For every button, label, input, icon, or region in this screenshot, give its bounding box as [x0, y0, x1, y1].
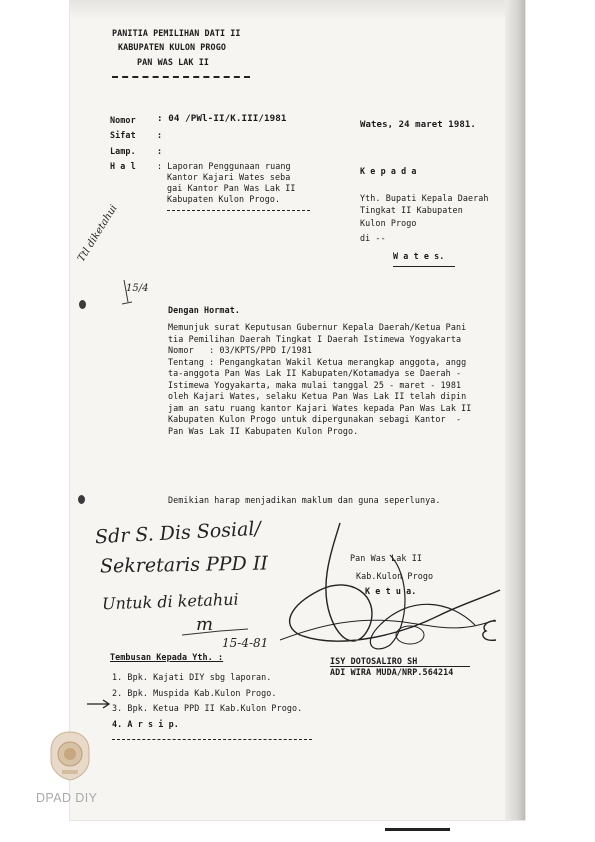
page-right-edge	[505, 0, 525, 820]
lamp-label: Lamp.	[110, 146, 136, 156]
recipient-kepada: K e p a d a	[360, 166, 417, 176]
letterhead-rule	[112, 76, 250, 78]
watermark-text: DPAD DIY	[36, 791, 98, 805]
signatory-title: ADI WIRA MUDA/NRP.564214	[330, 667, 454, 677]
body-line: Memunjuk surat Keputusan Gubernur Kepala Daerah/Ketua Pani	[168, 322, 467, 332]
disposition-line-1: Sdr S. Dis Sosial/	[94, 517, 262, 549]
body-line: ta-anggota Pan Was Lak II Kabupaten/Kotamadya se Daerah -	[168, 368, 462, 378]
disposition-date: 15-4-81	[222, 636, 269, 650]
lamp-value: :	[157, 146, 163, 156]
body-line: tia Pemilihan Daerah Tingkat I Daerah Istimewa Yogyakarta	[168, 333, 462, 344]
letterhead-line-2: KABUPATEN KULON PROGO	[118, 42, 226, 52]
body-line: Istimewa Yogyakarta, maka mulai tanggal 25 - maret - 1981	[168, 379, 462, 390]
margin-note: Ttl diketahui	[76, 203, 120, 264]
signature-line-2: Kab.Kulon Progo	[356, 571, 434, 581]
letterhead-line-1: PANITIA PEMILIHAN DATI II	[112, 28, 241, 38]
recipient-line-2: Tingkat II Kabupaten	[360, 205, 463, 215]
disposition-stroke	[180, 625, 250, 639]
salutation: Dengan Hormat.	[168, 305, 240, 315]
hal-rule	[167, 210, 310, 211]
body-line: Pan Was Lak II Kabupaten Kulon Progo.	[168, 425, 359, 436]
sifat-label: Sifat	[110, 130, 136, 140]
margin-note-mark: 15/4	[126, 283, 149, 294]
page-top-shadow	[70, 0, 525, 20]
closing-line: Demikian harap menjadikan maklum dan guna seperlunya.	[168, 495, 441, 505]
signature-flourish	[478, 618, 500, 644]
body-line: jam an satu ruang kantor Kajari Wates kepada Pan Was Lak II	[168, 402, 472, 413]
recipient-city: W a t e s.	[393, 251, 445, 261]
cc-item: 2. Bpk. Muspida Kab.Kulon Progo.	[112, 688, 277, 698]
signature-line-3: K e t u a.	[365, 586, 417, 596]
arrow-right-icon	[86, 699, 112, 709]
signatory-name: ISY DOTOSALIRO SH	[330, 656, 418, 666]
cc-item: 4. A r s i p.	[112, 719, 179, 729]
body-line: Kabupaten Kulon Progo untuk dipergunakan sebagi Kantor -	[168, 414, 462, 424]
body-line: oleh Kajari Wates, selaku Ketua Pan Was Lak II telah dipin	[168, 391, 467, 401]
nomor-label: Nomor	[110, 115, 136, 125]
hal-line-1: : Laporan Penggunaan ruang	[157, 161, 291, 171]
hal-line-3: gai Kantor Pan Was Lak II	[167, 183, 296, 193]
recipient-line-1: Yth. Bupati Kepala Daerah	[360, 193, 489, 203]
place-date: Wates, 24 maret 1981.	[360, 120, 476, 130]
punch-hole-bottom	[78, 495, 85, 504]
archive-seal-icon	[48, 730, 92, 782]
body-line: Nomor : 03/KPTS/PPD I/1981	[168, 345, 312, 355]
hal-label: H a l	[110, 161, 136, 171]
recipient-line-3: Kulon Progo	[360, 218, 417, 228]
disposition-line-3: Untuk di ketahui	[101, 589, 239, 614]
cc-heading: Tembusan Kepada Yth. :	[110, 652, 224, 662]
hal-line-4: Kabupaten Kulon Progo.	[167, 194, 281, 204]
cc-item: 3. Bpk. Ketua PPD II Kab.Kulon Progo.	[112, 703, 303, 713]
cc-rule	[112, 739, 312, 740]
letterhead-line-3: PAN WAS LAK II	[137, 57, 209, 67]
recipient-line-4: di --	[360, 233, 386, 243]
nomor-value: : 04 /PWl-II/K.III/1981	[157, 113, 287, 124]
disposition-line-2: Sekretaris PPD II	[99, 552, 269, 578]
punch-hole-top	[79, 300, 86, 309]
disposition-initial: m	[196, 614, 214, 635]
body-line: Tentang : Pengangkatan Wakil Ketua merangkap anggota, angg	[168, 356, 467, 367]
hal-line-2: Kantor Kajari Wates seba	[167, 172, 291, 182]
city-underline	[393, 266, 455, 267]
margin-check-icon	[118, 278, 138, 308]
body-paragraph	[168, 322, 503, 437]
signature-line-1: Pan Was Lak II	[350, 553, 422, 563]
cc-item: 1. Bpk. Kajati DIY sbg laporan.	[112, 672, 272, 682]
bottom-mark	[385, 828, 450, 831]
sifat-value: :	[157, 130, 163, 140]
